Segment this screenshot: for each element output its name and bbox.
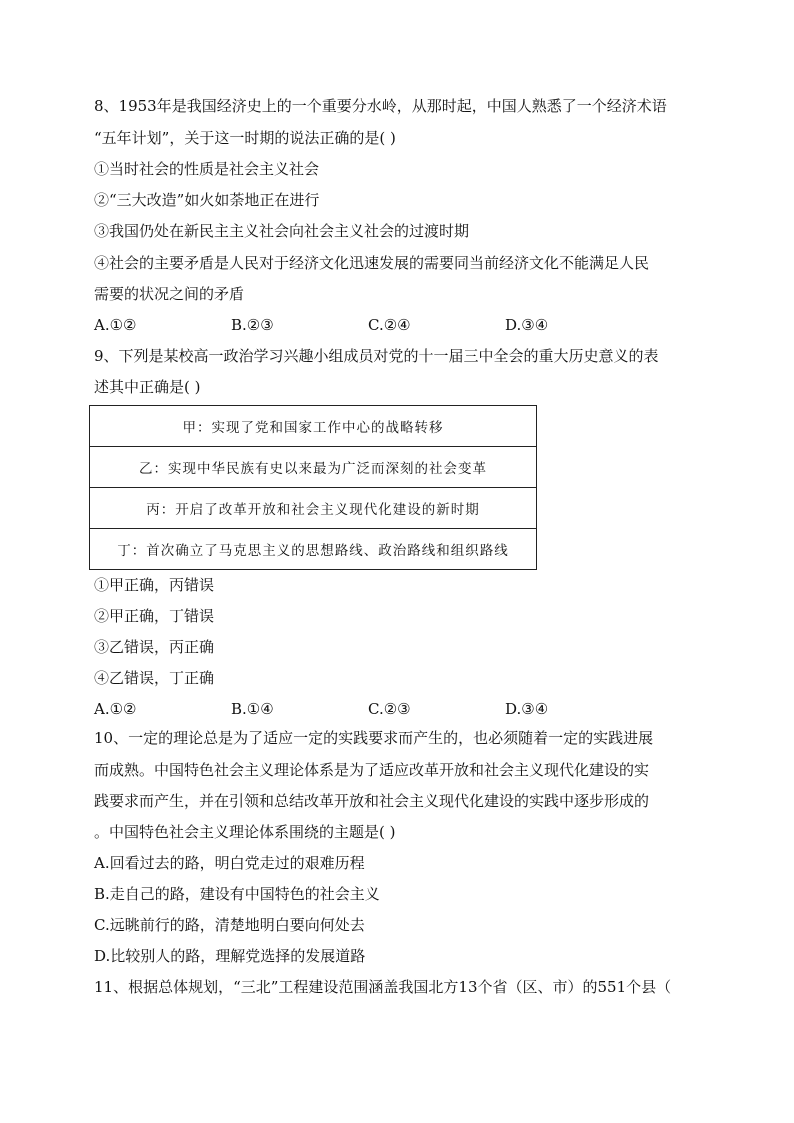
q9-statement-4: ④乙错误，丁正确 <box>94 669 215 687</box>
q8-option-d[interactable]: D.③④ <box>505 316 549 334</box>
q9-statement-1: ①甲正确，丙错误 <box>94 576 215 594</box>
q10-option-b[interactable]: B.走自己的路，建设有中国特色的社会主义 <box>94 885 380 903</box>
q9-table-row-yi: 乙：实现中华民族有史以来最为广泛而深刻的社会变革 <box>90 447 537 488</box>
q8-stem-line1: 8、1953年是我国经济史上的一个重要分水岭，从那时起，中国人熟悉了一个经济术语 <box>94 97 667 115</box>
q9-stem-line1: 9、下列是某校高一政治学习兴趣小组成员对党的十一届三中全会的重大历史意义的表 <box>94 347 659 365</box>
q9-option-c[interactable]: C.②③ <box>368 700 411 718</box>
q9-table-row-jia: 甲：实现了党和国家工作中心的战略转移 <box>90 406 537 447</box>
q8-options <box>94 315 704 335</box>
q9-statement-table <box>89 405 537 570</box>
q8-statement-2: ②“三大改造”如火如荼地正在进行 <box>94 191 320 209</box>
q9-option-a[interactable]: A.①② <box>94 700 137 718</box>
q8-statement-3: ③我国仍处在新民主主义社会向社会主义社会的过渡时期 <box>94 222 470 240</box>
q11-stem-line1: 11、根据总体规划，“三北”工程建设范围涵盖我国北方13个省（区、市）的551个县（ <box>94 978 672 996</box>
q10-stem-line1: 10、一定的理论总是为了适应一定的实践要求而产生的，也必须随着一定的实践进展 <box>94 729 654 747</box>
q8-option-a[interactable]: A.①② <box>94 316 137 334</box>
q10-stem-line3: 践要求而产生，并在引领和总结改革开放和社会主义现代化建设的实践中逐步形成的 <box>94 792 650 810</box>
q10-stem-line2: 而成熟。中国特色社会主义理论体系是为了适应改革开放和社会主义现代化建设的实 <box>94 761 650 779</box>
q9-table-row-bing: 丙：开启了改革开放和社会主义现代化建设的新时期 <box>90 488 537 529</box>
q8-stem-line2: “五年计划”，关于这一时期的说法正确的是( ) <box>94 129 396 147</box>
q10-option-d[interactable]: D.比较别人的路，理解党选择的发展道路 <box>94 947 366 965</box>
q9-option-b[interactable]: B.①④ <box>231 700 274 718</box>
q9-option-d[interactable]: D.③④ <box>505 700 549 718</box>
q8-statement-4-line1: ④社会的主要矛盾是人民对于经济文化迅速发展的需要同当前经济文化不能满足人民 <box>94 254 650 272</box>
q9-table-row-ding: 丁：首次确立了马克思主义的思想路线、政治路线和组织路线 <box>90 529 537 570</box>
q10-option-a[interactable]: A.回看过去的路，明白党走过的艰难历程 <box>94 854 365 872</box>
q9-stem-line2: 述其中正确是( ) <box>94 378 201 396</box>
q10-option-c[interactable]: C.远眺前行的路，清楚地明白要向何处去 <box>94 916 365 934</box>
q8-statement-4-line2: 需要的状况之间的矛盾 <box>94 285 245 303</box>
q8-option-c[interactable]: C.②④ <box>368 316 411 334</box>
q10-stem-line4: 。中国特色社会主义理论体系围绕的主题是( ) <box>94 823 396 841</box>
q8-option-b[interactable]: B.②③ <box>231 316 274 334</box>
q9-statement-2: ②甲正确，丁错误 <box>94 607 215 625</box>
q8-statement-1: ①当时社会的性质是社会主义社会 <box>94 160 320 178</box>
q9-statement-3: ③乙错误，丙正确 <box>94 638 215 656</box>
q9-options <box>94 699 704 719</box>
